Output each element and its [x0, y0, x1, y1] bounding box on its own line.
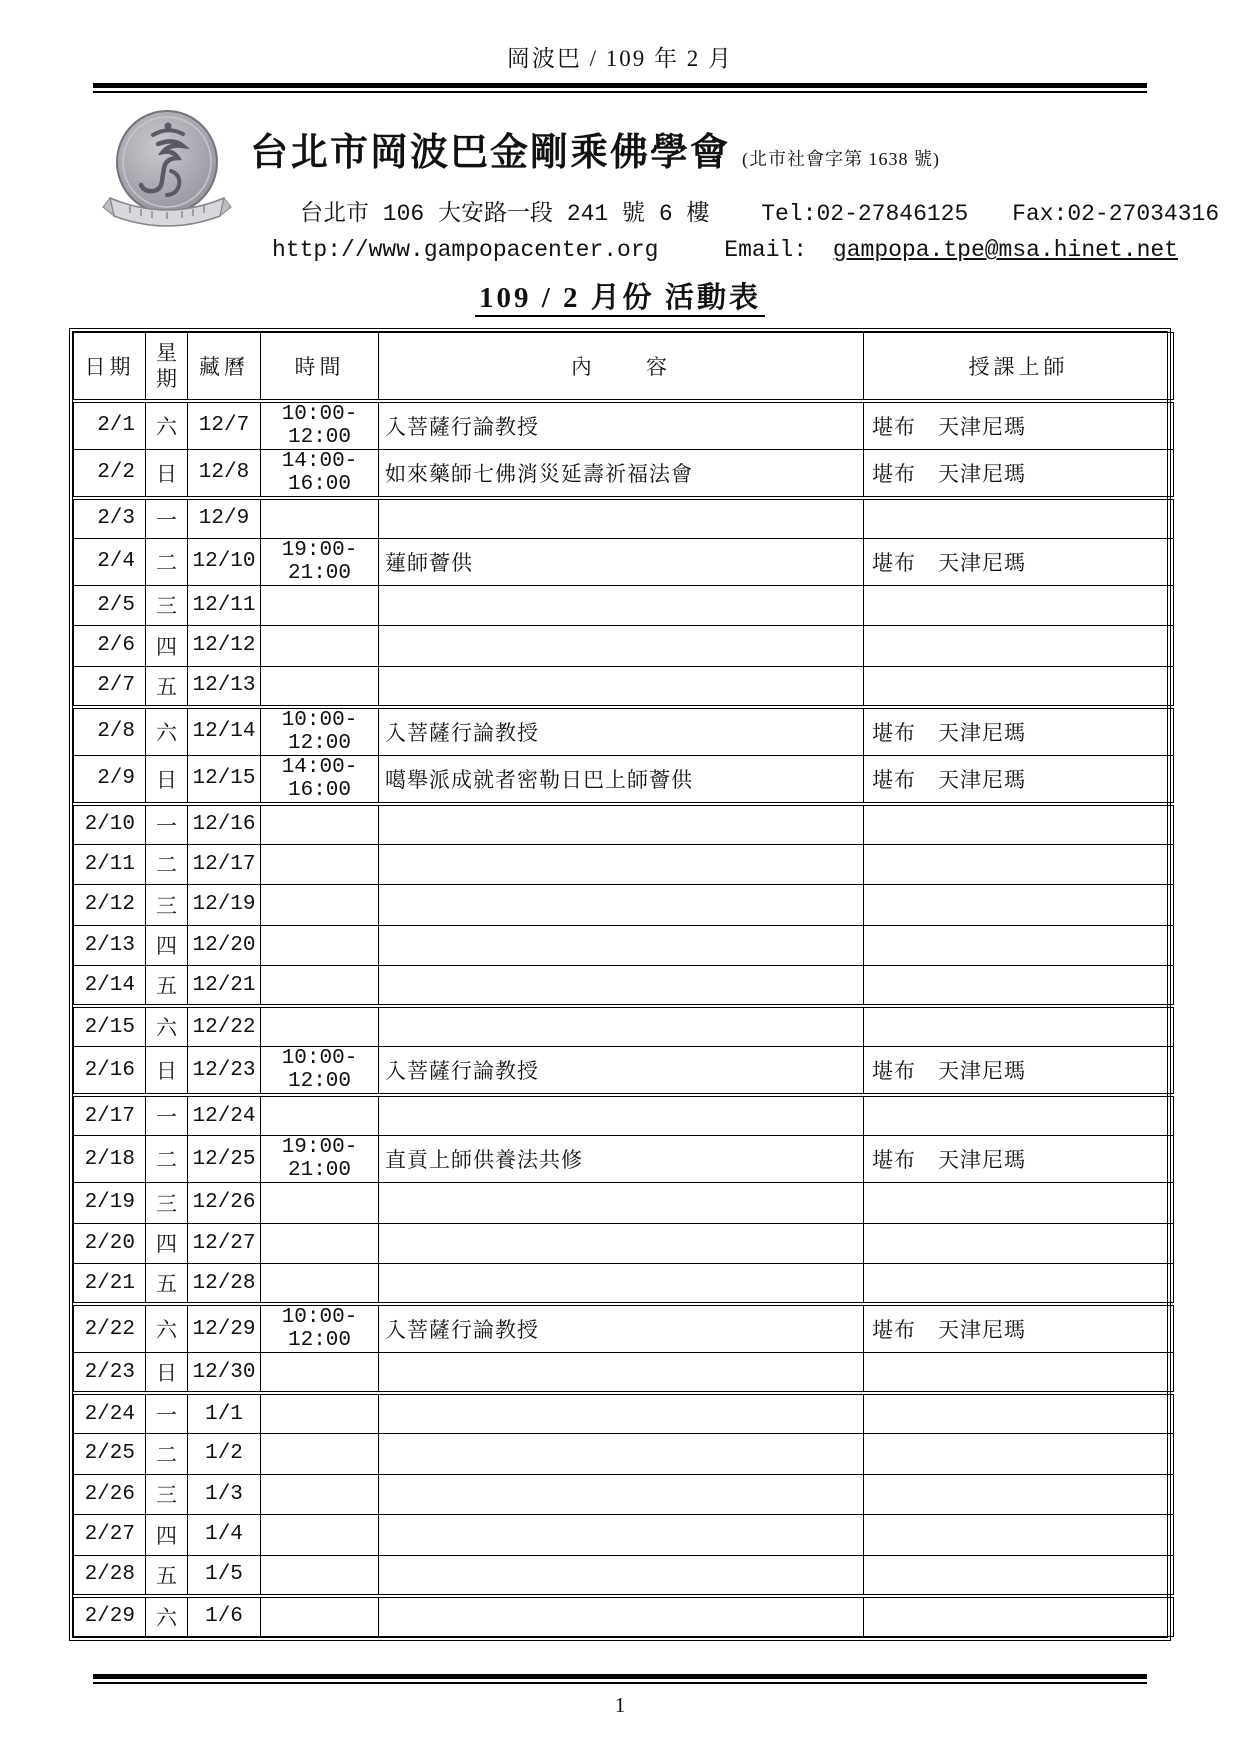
schedule-row: [74, 844, 1174, 885]
cell-time: [261, 1095, 379, 1136]
cell-teacher: 堪布 天津尼瑪: [864, 1047, 1174, 1096]
cell-teacher: [864, 1555, 1174, 1596]
org-address: 台北市 106 大安路一段 241 號 6 樓: [300, 201, 710, 227]
cell-weekday: 日: [146, 449, 188, 498]
schedule-row: [74, 1183, 1174, 1224]
cell-date: 2/20: [74, 1223, 146, 1264]
schedule-table: [73, 332, 1174, 1637]
cell-content: [379, 1223, 864, 1264]
cell-time: [261, 1555, 379, 1596]
header-time: 時間: [261, 333, 379, 401]
cell-date: 2/11: [74, 844, 146, 885]
cell-date: 2/9: [74, 755, 146, 804]
cell-content: [379, 666, 864, 707]
cell-weekday: 四: [146, 1515, 188, 1556]
cell-date: 2/10: [74, 804, 146, 845]
footer-rule: [93, 1674, 1147, 1684]
schedule-row: [74, 804, 1174, 845]
cell-tibetan-date: 12/23: [188, 1047, 261, 1096]
cell-date: 2/18: [74, 1136, 146, 1183]
cell-time: 19:00-21:00: [261, 1136, 379, 1183]
cell-weekday: 日: [146, 1047, 188, 1096]
cell-teacher: [864, 1223, 1174, 1264]
cell-weekday: 三: [146, 585, 188, 626]
schedule-row: [74, 1304, 1174, 1353]
org-name: 台北市岡波巴金剛乘佛學會: [250, 132, 731, 174]
org-logo: [100, 107, 240, 263]
cell-date: 2/19: [74, 1183, 146, 1224]
cell-content: 入菩薩行論教授: [379, 1304, 864, 1353]
schedule-table-wrap: [69, 328, 1171, 1641]
cell-weekday: 六: [146, 1304, 188, 1353]
cell-tibetan-date: 1/2: [188, 1434, 261, 1475]
cell-content: [379, 1264, 864, 1305]
cell-weekday: 六: [146, 707, 188, 756]
cell-date: 2/21: [74, 1264, 146, 1305]
schedule-row: [74, 1006, 1174, 1047]
cell-tibetan-date: 12/25: [188, 1136, 261, 1183]
cell-content: [379, 1183, 864, 1224]
cell-content: [379, 1353, 864, 1394]
cell-time: [261, 1264, 379, 1305]
cell-time: [261, 1006, 379, 1047]
cell-tibetan-date: 12/27: [188, 1223, 261, 1264]
cell-teacher: 堪布 天津尼瑪: [864, 449, 1174, 498]
cell-weekday: 六: [146, 1596, 188, 1637]
schedule-row: [74, 925, 1174, 966]
org-email-link[interactable]: gampopa.tpe@msa.hinet.net: [832, 237, 1178, 263]
cell-weekday: 二: [146, 1136, 188, 1183]
cell-tibetan-date: 12/20: [188, 925, 261, 966]
cell-date: 2/2: [74, 449, 146, 498]
cell-teacher: [864, 1095, 1174, 1136]
cell-weekday: 三: [146, 885, 188, 926]
cell-teacher: [864, 844, 1174, 885]
cell-tibetan-date: 12/30: [188, 1353, 261, 1394]
cell-weekday: 一: [146, 804, 188, 845]
cell-date: 2/1: [74, 401, 146, 450]
cell-tibetan-date: 12/13: [188, 666, 261, 707]
cell-tibetan-date: 12/29: [188, 1304, 261, 1353]
cell-content: [379, 925, 864, 966]
cell-time: [261, 1183, 379, 1224]
cell-weekday: 二: [146, 1434, 188, 1475]
cell-weekday: 日: [146, 755, 188, 804]
cell-date: 2/24: [74, 1393, 146, 1434]
cell-content: 入菩薩行論教授: [379, 707, 864, 756]
cell-weekday: 二: [146, 538, 188, 585]
cell-time: 10:00-12:00: [261, 1304, 379, 1353]
cell-tibetan-date: 12/16: [188, 804, 261, 845]
cell-content: 直貢上師供養法共修: [379, 1136, 864, 1183]
cell-tibetan-date: 1/3: [188, 1474, 261, 1515]
cell-content: 如來藥師七佛消災延壽祈福法會: [379, 449, 864, 498]
cell-date: 2/16: [74, 1047, 146, 1096]
cell-date: 2/6: [74, 626, 146, 667]
cell-weekday: 一: [146, 498, 188, 539]
schedule-row: [74, 498, 1174, 539]
cell-teacher: [864, 1515, 1174, 1556]
cell-weekday: 四: [146, 925, 188, 966]
org-block: [100, 107, 1220, 263]
cell-tibetan-date: 12/14: [188, 707, 261, 756]
schedule-row: [74, 1434, 1174, 1475]
schedule-row: [74, 1474, 1174, 1515]
cell-tibetan-date: 1/4: [188, 1515, 261, 1556]
cell-time: [261, 1353, 379, 1394]
cell-tibetan-date: 12/12: [188, 626, 261, 667]
schedule-row: [74, 1264, 1174, 1305]
org-website: http://www.gampopacenter.org: [272, 237, 659, 263]
cell-weekday: 二: [146, 844, 188, 885]
cell-teacher: 堪布 天津尼瑪: [864, 1304, 1174, 1353]
cell-time: [261, 925, 379, 966]
header-tibetan: 藏曆: [188, 333, 261, 401]
cell-time: 10:00-12:00: [261, 707, 379, 756]
cell-tibetan-date: 12/8: [188, 449, 261, 498]
schedule-row: [74, 1596, 1174, 1637]
cell-tibetan-date: 12/15: [188, 755, 261, 804]
cell-time: [261, 1223, 379, 1264]
cell-weekday: 三: [146, 1183, 188, 1224]
cell-time: 19:00-21:00: [261, 538, 379, 585]
cell-time: [261, 804, 379, 845]
cell-time: [261, 1434, 379, 1475]
cell-teacher: [864, 1264, 1174, 1305]
schedule-row: [74, 1136, 1174, 1183]
cell-tibetan-date: 12/9: [188, 498, 261, 539]
cell-content: [379, 1006, 864, 1047]
schedule-row: [74, 966, 1174, 1007]
schedule-row: [74, 707, 1174, 756]
cell-tibetan-date: 12/17: [188, 844, 261, 885]
cell-time: 14:00-16:00: [261, 449, 379, 498]
schedule-row: [74, 885, 1174, 926]
cell-date: 2/14: [74, 966, 146, 1007]
cell-content: [379, 966, 864, 1007]
cell-teacher: 堪布 天津尼瑪: [864, 707, 1174, 756]
cell-content: [379, 885, 864, 926]
cell-date: 2/5: [74, 585, 146, 626]
cell-date: 2/17: [74, 1095, 146, 1136]
cell-teacher: [864, 804, 1174, 845]
cell-time: [261, 1474, 379, 1515]
cell-tibetan-date: 12/24: [188, 1095, 261, 1136]
cell-content: 入菩薩行論教授: [379, 1047, 864, 1096]
schedule-row: [74, 1047, 1174, 1096]
schedule-row: [74, 1555, 1174, 1596]
cell-teacher: [864, 925, 1174, 966]
cell-date: 2/8: [74, 707, 146, 756]
schedule-row: [74, 401, 1174, 450]
cell-teacher: [864, 1434, 1174, 1475]
cell-content: [379, 1434, 864, 1475]
schedule-row: [74, 1095, 1174, 1136]
cell-weekday: 四: [146, 626, 188, 667]
schedule-row: [74, 538, 1174, 585]
cell-tibetan-date: 12/10: [188, 538, 261, 585]
cell-weekday: 五: [146, 1555, 188, 1596]
cell-content: 蓮師薈供: [379, 538, 864, 585]
cell-tibetan-date: 12/7: [188, 401, 261, 450]
cell-date: 2/27: [74, 1515, 146, 1556]
cell-teacher: [864, 585, 1174, 626]
header-content: 內 容: [379, 333, 864, 401]
cell-weekday: 五: [146, 966, 188, 1007]
cell-time: [261, 1596, 379, 1637]
cell-teacher: [864, 885, 1174, 926]
cell-time: 10:00-12:00: [261, 401, 379, 450]
cell-weekday: 五: [146, 666, 188, 707]
cell-date: 2/25: [74, 1434, 146, 1475]
doc-title: 109 / 2 月份 活動表: [0, 275, 1240, 316]
cell-content: [379, 1596, 864, 1637]
cell-teacher: [864, 666, 1174, 707]
cell-date: 2/29: [74, 1596, 146, 1637]
cell-date: 2/3: [74, 498, 146, 539]
cell-date: 2/4: [74, 538, 146, 585]
cell-content: 入菩薩行論教授: [379, 401, 864, 450]
cell-teacher: [864, 1596, 1174, 1637]
cell-content: [379, 498, 864, 539]
cell-time: 14:00-16:00: [261, 755, 379, 804]
cell-tibetan-date: 12/19: [188, 885, 261, 926]
cell-date: 2/7: [74, 666, 146, 707]
cell-teacher: [864, 1006, 1174, 1047]
cell-content: [379, 1555, 864, 1596]
cell-date: 2/22: [74, 1304, 146, 1353]
page-number: 1: [614, 1693, 626, 1717]
cell-tibetan-date: 12/22: [188, 1006, 261, 1047]
cell-teacher: 堪布 天津尼瑪: [864, 1136, 1174, 1183]
cell-tibetan-date: 12/28: [188, 1264, 261, 1305]
cell-content: [379, 1393, 864, 1434]
header-weekday: 星期: [146, 333, 188, 401]
header-rule: [93, 83, 1147, 93]
cell-teacher: [864, 1353, 1174, 1394]
cell-teacher: 堪布 天津尼瑪: [864, 538, 1174, 585]
cell-content: [379, 1474, 864, 1515]
running-header: 岡波巴 / 109 年 2 月: [506, 46, 734, 71]
cell-time: [261, 885, 379, 926]
cell-tibetan-date: 12/21: [188, 966, 261, 1007]
cell-teacher: [864, 1393, 1174, 1434]
cell-teacher: 堪布 天津尼瑪: [864, 755, 1174, 804]
cell-tibetan-date: 1/5: [188, 1555, 261, 1596]
cell-teacher: [864, 966, 1174, 1007]
cell-time: [261, 966, 379, 1007]
cell-time: [261, 626, 379, 667]
page-footer: [0, 1664, 1240, 1718]
schedule-row: [74, 666, 1174, 707]
cell-weekday: 五: [146, 1264, 188, 1305]
schedule-row: [74, 1515, 1174, 1556]
schedule-header-row: [74, 333, 1174, 401]
cell-time: [261, 844, 379, 885]
cell-time: [261, 1393, 379, 1434]
cell-teacher: [864, 498, 1174, 539]
cell-teacher: [864, 1183, 1174, 1224]
cell-weekday: 六: [146, 1006, 188, 1047]
schedule-row: [74, 449, 1174, 498]
cell-tibetan-date: 12/11: [188, 585, 261, 626]
schedule-body: [74, 401, 1174, 1637]
cell-content: [379, 585, 864, 626]
cell-content: [379, 1095, 864, 1136]
header-date: 日期: [74, 333, 146, 401]
org-text: [240, 107, 1219, 263]
cell-tibetan-date: 1/1: [188, 1393, 261, 1434]
cell-date: 2/26: [74, 1474, 146, 1515]
cell-teacher: 堪布 天津尼瑪: [864, 401, 1174, 450]
schedule-row: [74, 1393, 1174, 1434]
gampopa-seal-icon: [100, 109, 234, 239]
email-label: Email:: [724, 237, 808, 263]
cell-time: [261, 666, 379, 707]
org-registration: (北市社會字第 1638 號): [742, 149, 941, 169]
schedule-row: [74, 1353, 1174, 1394]
cell-date: 2/13: [74, 925, 146, 966]
schedule-row: [74, 626, 1174, 667]
cell-time: [261, 498, 379, 539]
cell-content: [379, 804, 864, 845]
cell-time: [261, 585, 379, 626]
cell-teacher: [864, 1474, 1174, 1515]
cell-date: 2/12: [74, 885, 146, 926]
schedule-row: [74, 755, 1174, 804]
cell-weekday: 一: [146, 1095, 188, 1136]
schedule-row: [74, 585, 1174, 626]
org-tel: Tel:02-27846125: [761, 201, 969, 227]
cell-content: [379, 844, 864, 885]
cell-content: [379, 1515, 864, 1556]
header-teacher: 授課上師: [864, 333, 1174, 401]
cell-content: 噶舉派成就者密勒日巴上師薈供: [379, 755, 864, 804]
cell-weekday: 三: [146, 1474, 188, 1515]
cell-tibetan-date: 1/6: [188, 1596, 261, 1637]
cell-weekday: 一: [146, 1393, 188, 1434]
cell-date: 2/28: [74, 1555, 146, 1596]
schedule-row: [74, 1223, 1174, 1264]
cell-time: [261, 1515, 379, 1556]
org-fax: Fax:02-27034316: [1012, 201, 1220, 227]
cell-time: 10:00-12:00: [261, 1047, 379, 1096]
cell-weekday: 日: [146, 1353, 188, 1394]
cell-teacher: [864, 626, 1174, 667]
cell-date: 2/15: [74, 1006, 146, 1047]
cell-date: 2/23: [74, 1353, 146, 1394]
cell-weekday: 六: [146, 401, 188, 450]
cell-content: [379, 626, 864, 667]
cell-weekday: 四: [146, 1223, 188, 1264]
cell-tibetan-date: 12/26: [188, 1183, 261, 1224]
